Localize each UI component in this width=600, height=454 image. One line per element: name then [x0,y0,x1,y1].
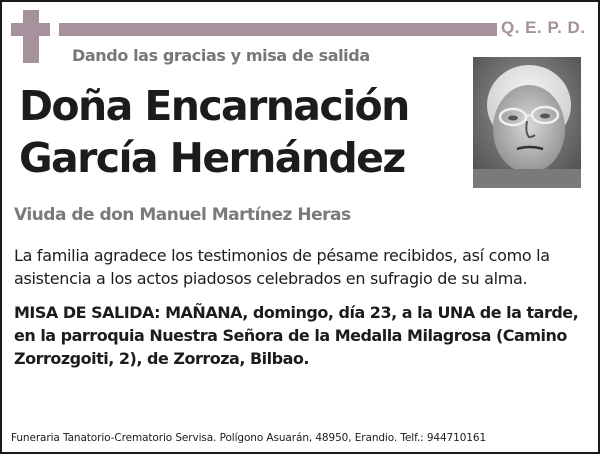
qepd-badge: Q. E. P. D. [501,18,586,37]
portrait-image [473,57,581,188]
name-line-1: Doña Encarnación [19,82,409,130]
notice-subtitle: Dando las gracias y misa de salida [72,46,370,65]
mass-details: MISA DE SALIDA: MAÑANA, domingo, día 23, a la UNA de la tarde, en la parroquia Nuestra Señora de la Medalla Milagrosa (Camino Zorrozgoiti, 2), de Zorroza, Bilbao. [14,303,579,368]
deceased-name [19,80,409,184]
widow-of: Viuda de don Manuel Martínez Heras [14,205,351,225]
funeral-home-footer: Funeraria Tanatorio-Crematorio Servisa. Polígono Asuarán, 48950, Erandio. Telf.: 944710161 [11,432,487,444]
portrait-photo [473,57,581,188]
header-rule [59,23,497,36]
thanks-paragraph: La familia agradece los testimonios de pésame recibidos, así como la asistencia a los actos piadosos celebrados en sufragio de su alma. [14,246,550,288]
cross-icon [23,10,39,63]
name-line-2: García Hernández [19,134,405,182]
cross-icon-arm [11,23,50,36]
